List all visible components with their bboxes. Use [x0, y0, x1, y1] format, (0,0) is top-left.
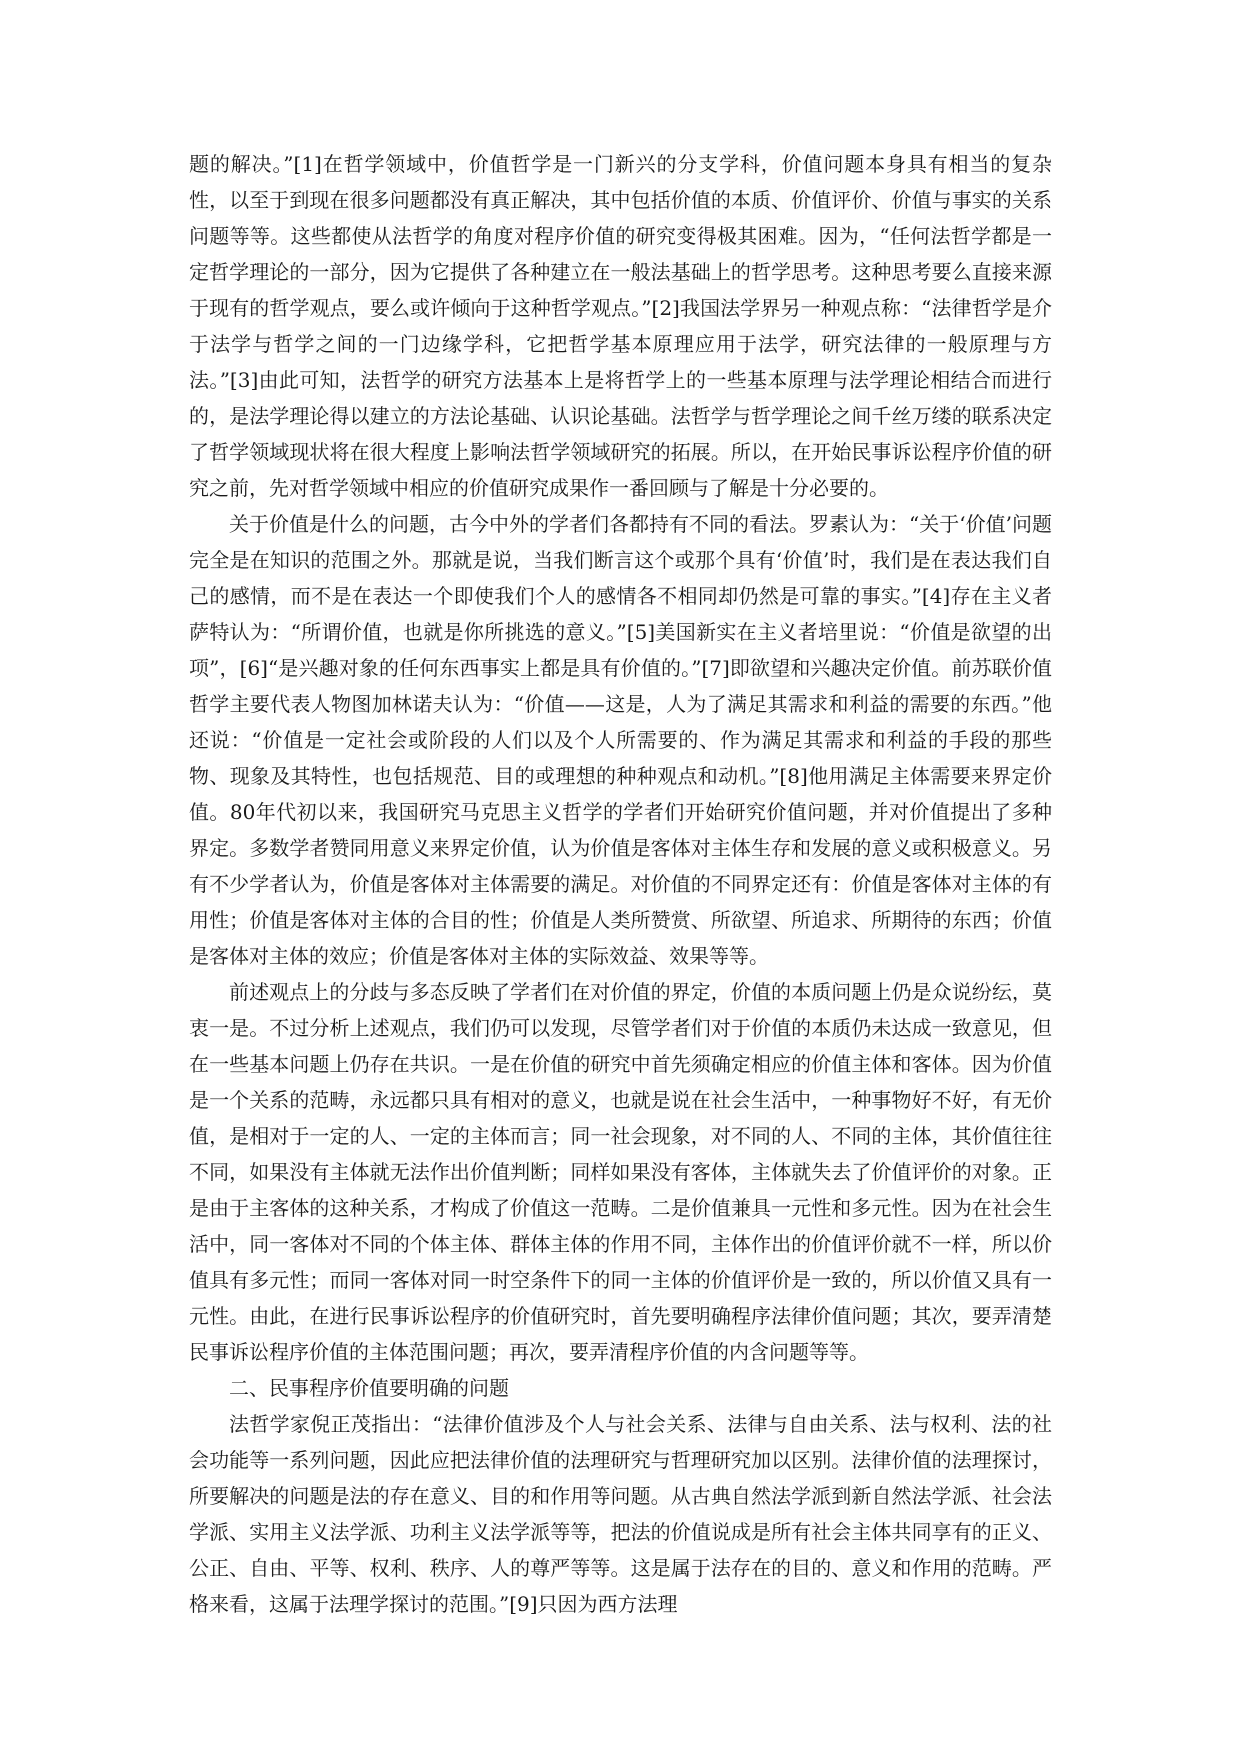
- paragraph-4: 法哲学家倪正茂指出：“法律价值涉及个人与社会关系、法律与自由关系、法与权利、法的社会功能等一系列问题，因此应把法律价值的法理研究与哲理研究加以区别。法律价值的法理探讨，所要解决的问题是法的存在意义、目的和作用等问题。从古典自然法学派到新自然法学派、社会法学派、实用主义法学派、功利主义法学派等等，把法的价值说成是所有社会主体共同享有的正义、公正、自由、平等、权利、秩序、人的尊严等等。这是属于法存在的目的、意义和作用的范畴。严格来看，这属于法理学探讨的范围。”[9]只因为西方法理: [189, 1412, 1052, 1616]
- section-heading: 二、民事程序价值要明确的问题: [229, 1376, 509, 1400]
- document-page: [189, 146, 1052, 1622]
- paragraph-2: 关于价值是什么的问题，古今中外的学者们各都持有不同的看法。罗素认为：“关于‘价值’问题完全是在知识的范围之外。那就是说，当我们断言这个或那个具有‘价值’时，我们是在表达我们自己的感情，而不是在表达一个即使我们个人的感情各不相同却仍然是可靠的事实。”[4]存在主义者萨特认为：“所谓价值，也就是你所挑选的意义。”[5]美国新实在主义者培里说：“价值是欲望的出项”，[6]“是兴趣对象的任何东西事实上都是具有价值的。”[7]即欲望和兴趣决定价值。前苏联价值哲学主要代表人物图加林诺夫认为：“价值——这是，人为了满足其需求和利益的需要的东西。”他还说：“价值是一定社会或阶段的人们以及个人所需要的、作为满足其需求和利益的手段的那些物、现象及其特性，也包括规范、目的或理想的种种观点和动机。”[8]他用满足主体需要来界定价值。80年代初以来，我国研究马克思主义哲学的学者们开始研究价值问题，并对价值提出了多种界定。多数学者赞同用意义来界定价值，认为价值是客体对主体生存和发展的意义或积极意义。另有不少学者认为，价值是客体对主体需要的满足。对价值的不同界定还有：价值是客体对主体的有用性；价值是客体对主体的合目的性；价值是人类所赞赏、所欲望、所追求、所期待的东西；价值是客体对主体的效应；价值是客体对主体的实际效益、效果等等。: [189, 512, 1052, 968]
- paragraph-1: 题的解决。”[1]在哲学领域中，价值哲学是一门新兴的分支学科，价值问题本身具有相当的复杂性，以至于到现在很多问题都没有真正解决，其中包括价值的本质、价值评价、价值与事实的关系问题等等。这些都使从法哲学的角度对程序价值的研究变得极其困难。因为，“任何法哲学都是一定哲学理论的一部分，因为它提供了各种建立在一般法基础上的哲学思考。这种思考要么直接来源于现有的哲学观点，要么或许倾向于这种哲学观点。”[2]我国法学界另一种观点称：“法律哲学是介于法学与哲学之间的一门边缘学科，它把哲学基本原理应用于法学，研究法律的一般原理与方法。”[3]由此可知，法哲学的研究方法基本上是将哲学上的一些基本原理与法学理论相结合而进行的，是法学理论得以建立的方法论基础、认识论基础。法哲学与哲学理论之间千丝万缕的联系决定了哲学领域现状将在很大程度上影响法哲学领域研究的拓展。所以，在开始民事诉讼程序价值的研究之前，先对哲学领域中相应的价值研究成果作一番回顾与了解是十分必要的。: [189, 152, 1052, 500]
- paragraph-3: 前述观点上的分歧与多态反映了学者们在对价值的界定，价值的本质问题上仍是众说纷纭，莫衷一是。不过分析上述观点，我们仍可以发现，尽管学者们对于价值的本质仍未达成一致意见，但在一些基本问题上仍存在共识。一是在价值的研究中首先须确定相应的价值主体和客体。因为价值是一个关系的范畴，永远都只具有相对的意义，也就是说在社会生活中，一种事物好不好，有无价值，是相对于一定的人、一定的主体而言；同一社会现象，对不同的人、不同的主体，其价值往往不同，如果没有主体就无法作出价值判断；同样如果没有客体，主体就失去了价值评价的对象。正是由于主客体的这种关系，才构成了价值这一范畴。二是价值兼具一元性和多元性。因为在社会生活中，同一客体对不同的个体主体、群体主体的作用不同，主体作出的价值评价就不一样，所以价值具有多元性；而同一客体对同一时空条件下的同一主体的价值评价是一致的，所以价值又具有一元性。由此，在进行民事诉讼程序的价值研究时，首先要明确程序法律价值问题；其次，要弄清楚民事诉讼程序价值的主体范围问题；再次，要弄清程序价值的内含问题等等。: [189, 980, 1052, 1364]
